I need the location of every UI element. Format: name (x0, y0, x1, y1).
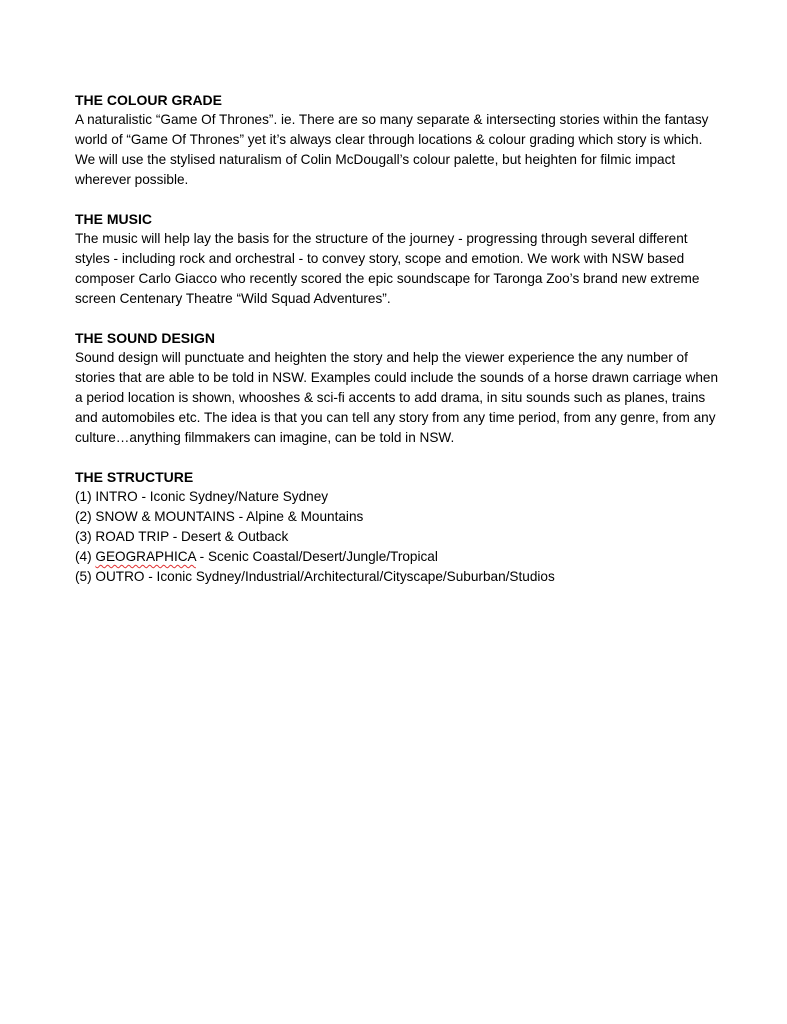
section-music (75, 209, 725, 309)
section-structure (75, 467, 725, 587)
list-item (75, 547, 725, 567)
section-body: Sound design will punctuate and heighten the story and help the viewer experience the any number of stories that are able to be told in NSW. Examples could include the sounds of a horse drawn carriage when a period location is shown, whooshes & sci-fi accents to add drama, in situ sounds such as planes, trains and automobiles etc. The idea is that you can tell any story from any time period, from any genre, from any culture…anything filmmakers can imagine, can be told in NSW. (75, 350, 719, 445)
document-page (75, 90, 725, 606)
section-heading: THE COLOUR GRADE (75, 92, 222, 108)
list-item-text: (2) SNOW & MOUNTAINS - Alpine & Mountains (75, 509, 364, 524)
section-sound-design (75, 328, 725, 448)
list-item (75, 487, 725, 507)
list-item (75, 567, 725, 587)
spellcheck-flagged-word[interactable]: GEOGRAPHICA (95, 549, 196, 564)
list-item-text: (4) (75, 549, 96, 564)
list-item-text: - Scenic Coastal/Desert/Jungle/Tropical (195, 549, 438, 564)
list-item-text: (5) OUTRO - Iconic Sydney/Industrial/Architectural/Cityscape/Suburban/Studios (75, 569, 555, 584)
section-body: The music will help lay the basis for the structure of the journey - progressing through several different styles - including rock and orchestral - to convey story, scope and emotion. We work with NSW based composer Carlo Giacco who recently scored the epic soundscape for Taronga Zoo’s brand new extreme screen Centenary Theatre “Wild Squad Adventures”. (75, 231, 700, 306)
section-heading: THE SOUND DESIGN (75, 330, 216, 346)
structure-list (75, 487, 725, 587)
list-item-text: (3) ROAD TRIP - Desert & Outback (75, 529, 289, 544)
section-heading: THE STRUCTURE (75, 469, 194, 485)
section-body: A naturalistic “Game Of Thrones”. ie. There are so many separate & intersecting stories within the fantasy world of “Game Of Thrones” yet it’s always clear through locations & colour grading which story is which. We will use the stylised naturalism of Colin McDougall’s colour palette, but heighten for filmic impact wherever possible. (75, 112, 709, 187)
list-item-text: (1) INTRO - Iconic Sydney/Nature Sydney (75, 489, 329, 504)
section-heading: THE MUSIC (75, 211, 152, 227)
list-item (75, 507, 725, 527)
list-item (75, 527, 725, 547)
section-colour-grade (75, 90, 725, 190)
